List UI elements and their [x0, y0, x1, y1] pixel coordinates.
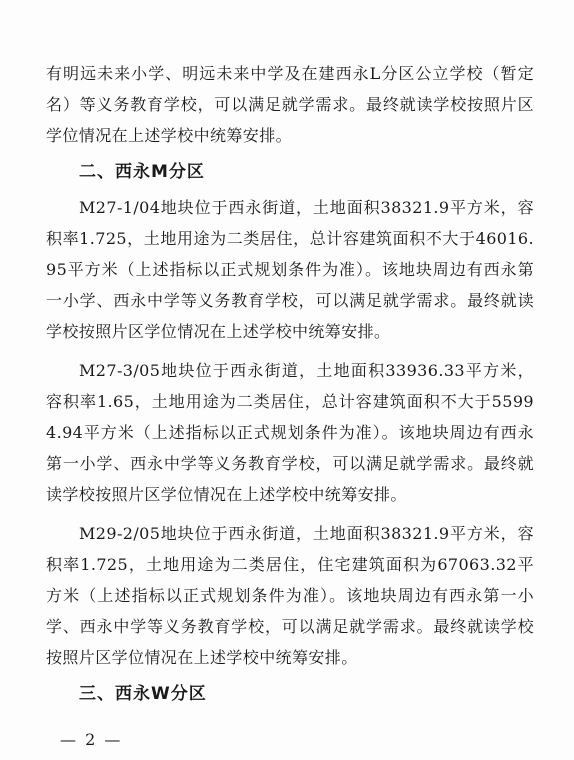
- page-number: — 2 —: [60, 730, 123, 749]
- section-heading-w: 三、西永W分区: [79, 684, 207, 704]
- paragraph-m27-1-04: M27-1/04地块位于西永街道，土地面积38321.9平方米，容积率1.725，土地用途为二类居住，总计容建筑面积不大于46016.95平方米（上述指标以正式规划条件为准）。该地块周边有西永第一小学、西永中学等义务教育学校，可以满足就学需求。最终就读学校按照片区学位情况在上述学校中统筹安排。: [46, 198, 534, 341]
- paragraph-m29-2-05: M29-2/05地块位于西永街道，土地面积38321.9平方米，容积率1.725，土地用途为二类居住，住宅建筑面积为67063.32平方米（上述指标以正式规划条件为准）。该地块周边有西永第一小学、西永中学等义务教育学校，可以满足就学需求。最终就读学校按照片区学位情况在上述学校中统筹安排。: [46, 524, 534, 667]
- paragraph-m27-3-05: M27-3/05地块位于西永街道，土地面积33936.33平方米，容积率1.65，土地用途为二类居住，总计容建筑面积不大于55994.94平方米（上述指标以正式规划条件为准）。该地块周边有西永第一小学、西永中学等义务教育学校，可以满足就学需求。最终就读学校按照片区学位情况在上述学校中统筹安排。: [46, 361, 534, 504]
- document-body: [46, 58, 534, 714]
- intro-paragraph: 有明远未来小学、明远未来中学及在建西永L分区公立学校（暂定名）等义务教育学校，可以满足就学需求。最终就读学校按照片区学位情况在上述学校中统筹安排。: [46, 64, 534, 145]
- section-heading-m: 二、西永M分区: [79, 162, 205, 182]
